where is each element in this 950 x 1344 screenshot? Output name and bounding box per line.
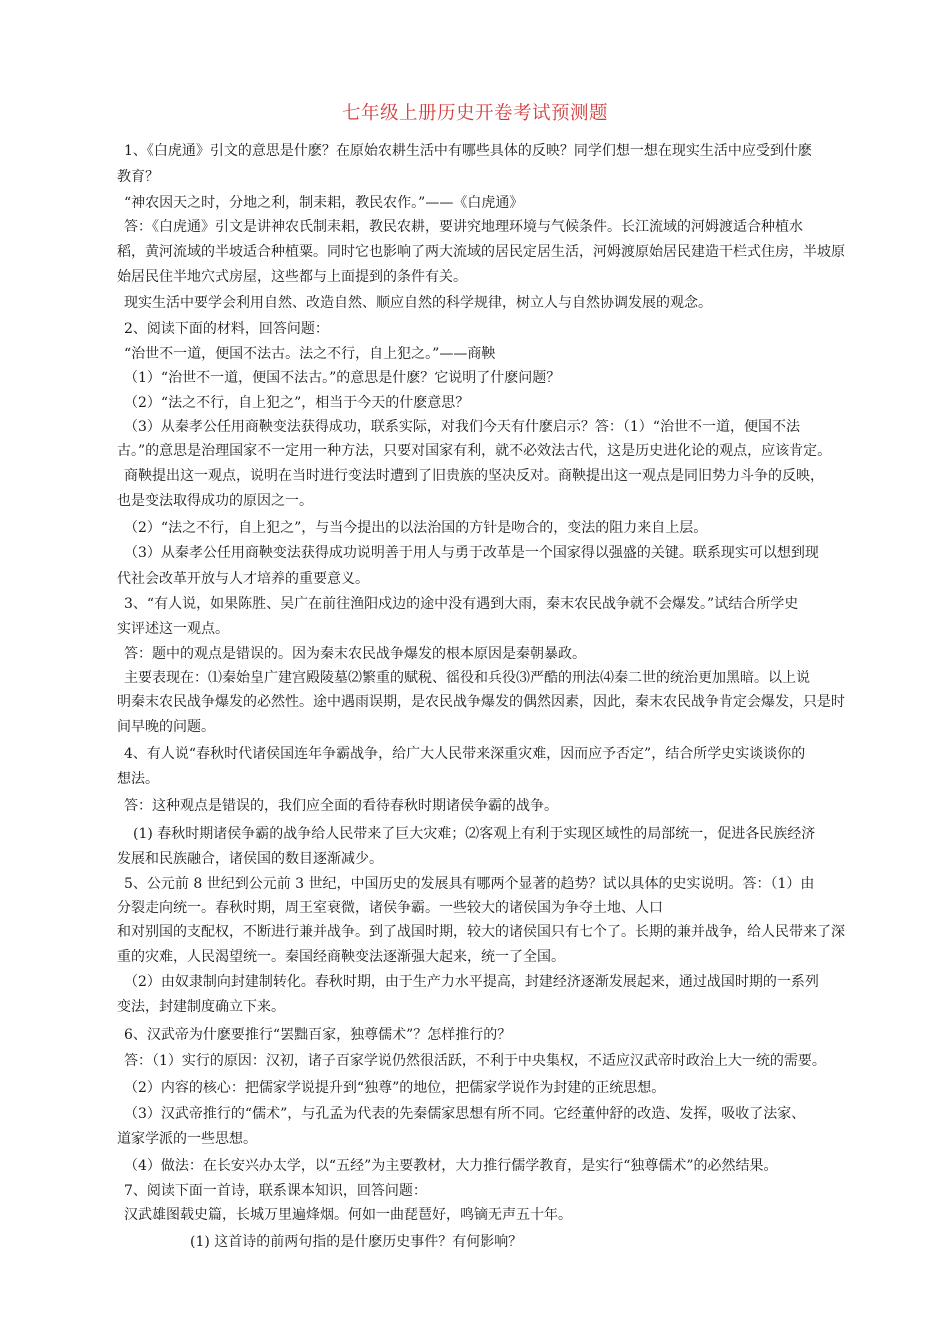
text-line: 答：题中的观点是错误的。因为秦末农民战争爆发的根本原因是秦朝暴政。 bbox=[124, 646, 586, 662]
text-line: 重的灾难，人民渴望统一。秦国经商鞅变法逐渐强大起来，统一了全国。 bbox=[117, 949, 565, 965]
text-line: （3）汉武帝推行的“儒术”，与孔孟为代表的先秦儒家思想有所不同。它经董仲舒的改造、发挥，吸收了法家、 bbox=[124, 1106, 806, 1122]
text-line: 变法，封建制度确立下来。 bbox=[117, 999, 285, 1015]
text-line: 2、阅读下面的材料，回答问题： bbox=[124, 321, 329, 337]
text-line: 主要表现在：⑴秦始皇广建宫殿陵墓⑵繁重的赋税、徭役和兵役⑶严酷的刑法⑷秦二世的统治更加黑暗。以上说 bbox=[124, 670, 810, 686]
text-line: 答：《白虎通》引文是讲神农氏制耒耜，教民农耕，要讲究地理环境与气候条件。长江流域的河姆渡适合种植水 bbox=[124, 219, 803, 235]
text-line: 教育？ bbox=[117, 169, 159, 185]
text-line: 3、“有人说，如果陈胜、吴广在前往渔阳戍边的途中没有遇到大雨，秦末农民战争就不会爆发。”试结合所学史 bbox=[124, 596, 799, 612]
text-line: 想法。 bbox=[117, 771, 159, 787]
text-line: 发展和民族融合，诸侯国的数目逐渐减少。 bbox=[117, 851, 383, 867]
text-line: 古。”的意思是治理国家不一定用一种方法，只要对国家有利，就不必效法古代，这是历史进化论的观点，应该肯定。 bbox=[117, 443, 832, 459]
text-line: 道家学派的一些思想。 bbox=[117, 1131, 257, 1147]
text-line: 代社会改革开放与人才培养的重要意义。 bbox=[117, 571, 369, 587]
text-line: 1、《白虎通》引文的意思是什麽？在原始农耕生活中有哪些具体的反映？同学们想一想在现实生活中应受到什麽 bbox=[124, 143, 812, 159]
text-line: 6、汉武帝为什麽要推行“罢黜百家，独尊儒术”？怎样推行的？ bbox=[124, 1027, 512, 1043]
text-line: 7、阅读下面一首诗，联系课本知识，回答问题： bbox=[124, 1183, 427, 1199]
text-line: 商鞅提出这一观点，说明在当时进行变法时遭到了旧贵族的坚决反对。商鞅提出这一观点是同旧势力斗争的反映， bbox=[124, 468, 824, 484]
text-line: （3）从秦孝公任用商鞅变法获得成功说明善于用人与勇于改革是一个国家得以强盛的关键。联系现实可以想到现 bbox=[124, 545, 819, 561]
text-line: （4）做法：在长安兴办太学，以“五经”为主要教材，大力推行儒学教育，是实行“独尊儒术”的必然结果。 bbox=[124, 1158, 778, 1174]
text-line: 明秦末农民战争爆发的必然性。途中遇雨误期，是农民战争爆发的偶然因素，因此，秦末农民战争肯定会爆发，只是时 bbox=[117, 694, 845, 710]
text-line: 和对别国的支配权，不断进行兼并战争。到了战国时期，较大的诸侯国只有七个了。长期的兼并战争，给人民带来了深 bbox=[117, 924, 845, 940]
text-line: (1) 春秋时期诸侯争霸的战争给人民带来了巨大灾难；⑵客观上有利于实现区域性的局部统一，促进各民族经济 bbox=[133, 826, 816, 842]
text-line: （3）从秦孝公任用商鞅变法获得成功，联系实际，对我们今天有什麽启示？答：（1）“治世不一道，便国不法 bbox=[124, 419, 800, 435]
text-line: 4、有人说“春秋时代诸侯国连年争霸战争，给广大人民带来深重灾难，因而应予否定”，结合所学史实谈谈你的 bbox=[124, 746, 806, 762]
text-line: （2）“法之不行，自上犯之”，相当于今天的什麽意思？ bbox=[124, 395, 470, 411]
text-line: 汉武雄图载史篇，长城万里遍烽烟。何如一曲琵琶好，鸣镝无声五十年。 bbox=[124, 1207, 572, 1223]
text-line: 始居民住半地穴式房屋，这些都与上面提到的条件有关。 bbox=[117, 269, 467, 285]
text-line: “神农因天之时，分地之利，制耒耜，教民农作。”——《白虎通》 bbox=[124, 195, 524, 211]
text-line: （1）“治世不一道，便国不法古。”的意思是什麽？它说明了什麽问题？ bbox=[124, 370, 561, 386]
text-line: 5、公元前 8 世纪到公元前 3 世纪，中国历史的发展具有哪两个显著的趋势？试以具体的史实说明。答：（1）由 bbox=[124, 876, 815, 892]
text-line: 答：（1）实行的原因：汉初，诸子百家学说仍然很活跃，不利于中央集权，不适应汉武帝时政治上大一统的需要。 bbox=[124, 1053, 826, 1069]
text-line: “治世不一道，便国不法古。法之不行，自上犯之。”——商鞅 bbox=[124, 346, 496, 362]
text-line: (1) 这首诗的前两句指的是什麽历史事件？有何影响？ bbox=[190, 1234, 523, 1250]
text-line: 稻，黄河流域的半坡适合种植粟。同时它也影响了两大流域的居民定居生活，河姆渡原始居民建造干栏式住房，半坡原 bbox=[117, 244, 845, 260]
text-line: 也是变法取得成功的原因之一。 bbox=[117, 493, 313, 509]
text-line: （2）“法之不行，自上犯之”，与当今提出的以法治国的方针是吻合的，变法的阻力来自上层。 bbox=[124, 520, 708, 536]
text-line: 答：这种观点是错误的，我们应全面的看待春秋时期诸侯争霸的战争。 bbox=[124, 798, 558, 814]
text-line: 实评述这一观点。 bbox=[117, 621, 229, 637]
text-line: 分裂走向统一。春秋时期，周王室衰微，诸侯争霸。一些较大的诸侯国为争夺土地、人口 bbox=[117, 900, 663, 916]
text-line: （2）由奴隶制向封建制转化。春秋时期，由于生产力水平提高，封建经济逐渐发展起来，通过战国时期的一系列 bbox=[124, 974, 819, 990]
page-title: 七年级上册历史开卷考试预测题 bbox=[341, 103, 608, 124]
text-line: 间早晚的问题。 bbox=[117, 719, 215, 735]
text-line: （2）内容的核心：把儒家学说提升到“独尊”的地位，把儒家学说作为封建的正统思想。 bbox=[124, 1080, 666, 1096]
text-line: 现实生活中要学会利用自然、改造自然、顺应自然的科学规律，树立人与自然协调发展的观念。 bbox=[124, 295, 712, 311]
